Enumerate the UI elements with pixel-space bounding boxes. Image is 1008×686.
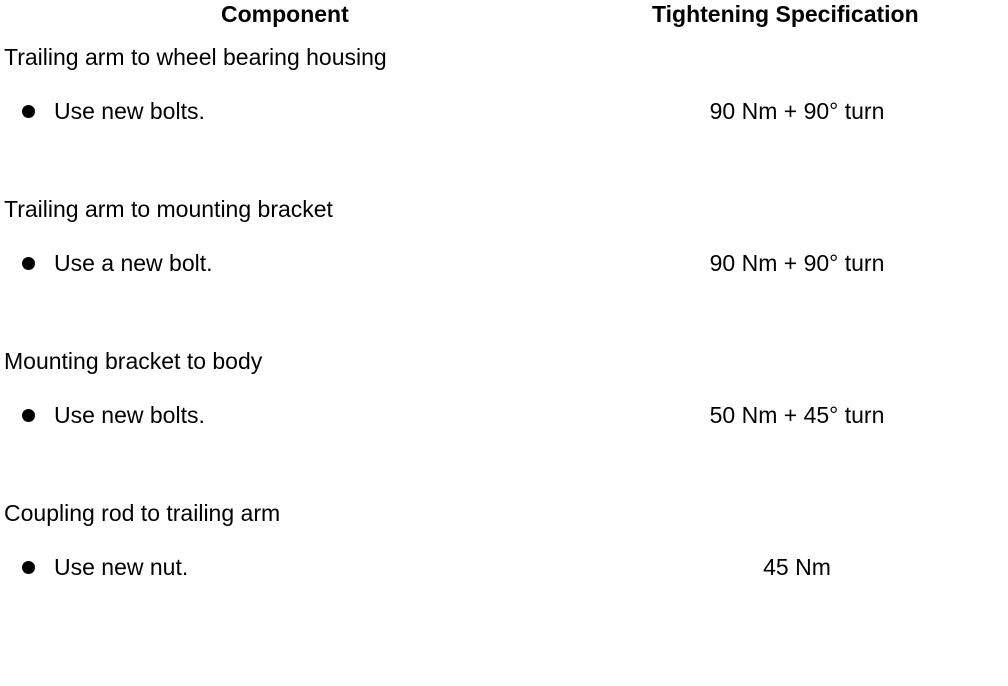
instruction-note: [22, 402, 205, 429]
component-name: Coupling rod to trailing arm: [4, 500, 281, 526]
tightening-spec: 45 Nm: [763, 554, 831, 580]
instruction-text: Use new bolts.: [54, 98, 205, 124]
component-name: Mounting bracket to body: [4, 348, 263, 374]
bullet-icon: [22, 105, 35, 118]
instruction-text: Use a new bolt.: [54, 250, 213, 276]
bullet-icon: [22, 409, 35, 422]
instruction-note: [22, 250, 213, 277]
table-row: [0, 348, 1008, 488]
component-name: Trailing arm to wheel bearing housing: [4, 44, 387, 70]
table-header: [0, 0, 1008, 30]
component-name: Trailing arm to mounting bracket: [4, 196, 333, 222]
bullet-icon: [22, 561, 35, 574]
instruction-note: [22, 554, 188, 581]
table-row: [0, 196, 1008, 336]
component-column-header: Component: [221, 1, 349, 27]
tightening-spec: 90 Nm + 90° turn: [709, 98, 885, 124]
instruction-note: [22, 98, 205, 125]
table-row: [0, 500, 1008, 640]
instruction-text: Use new bolts.: [54, 402, 205, 428]
tightening-spec: 50 Nm + 45° turn: [709, 402, 885, 428]
tightening-spec: 90 Nm + 90° turn: [709, 250, 885, 276]
instruction-text: Use new nut.: [54, 554, 189, 580]
table-row: [0, 44, 1008, 184]
tightening-spec-column-header: Tightening Specification: [652, 1, 919, 27]
bullet-icon: [22, 257, 35, 270]
